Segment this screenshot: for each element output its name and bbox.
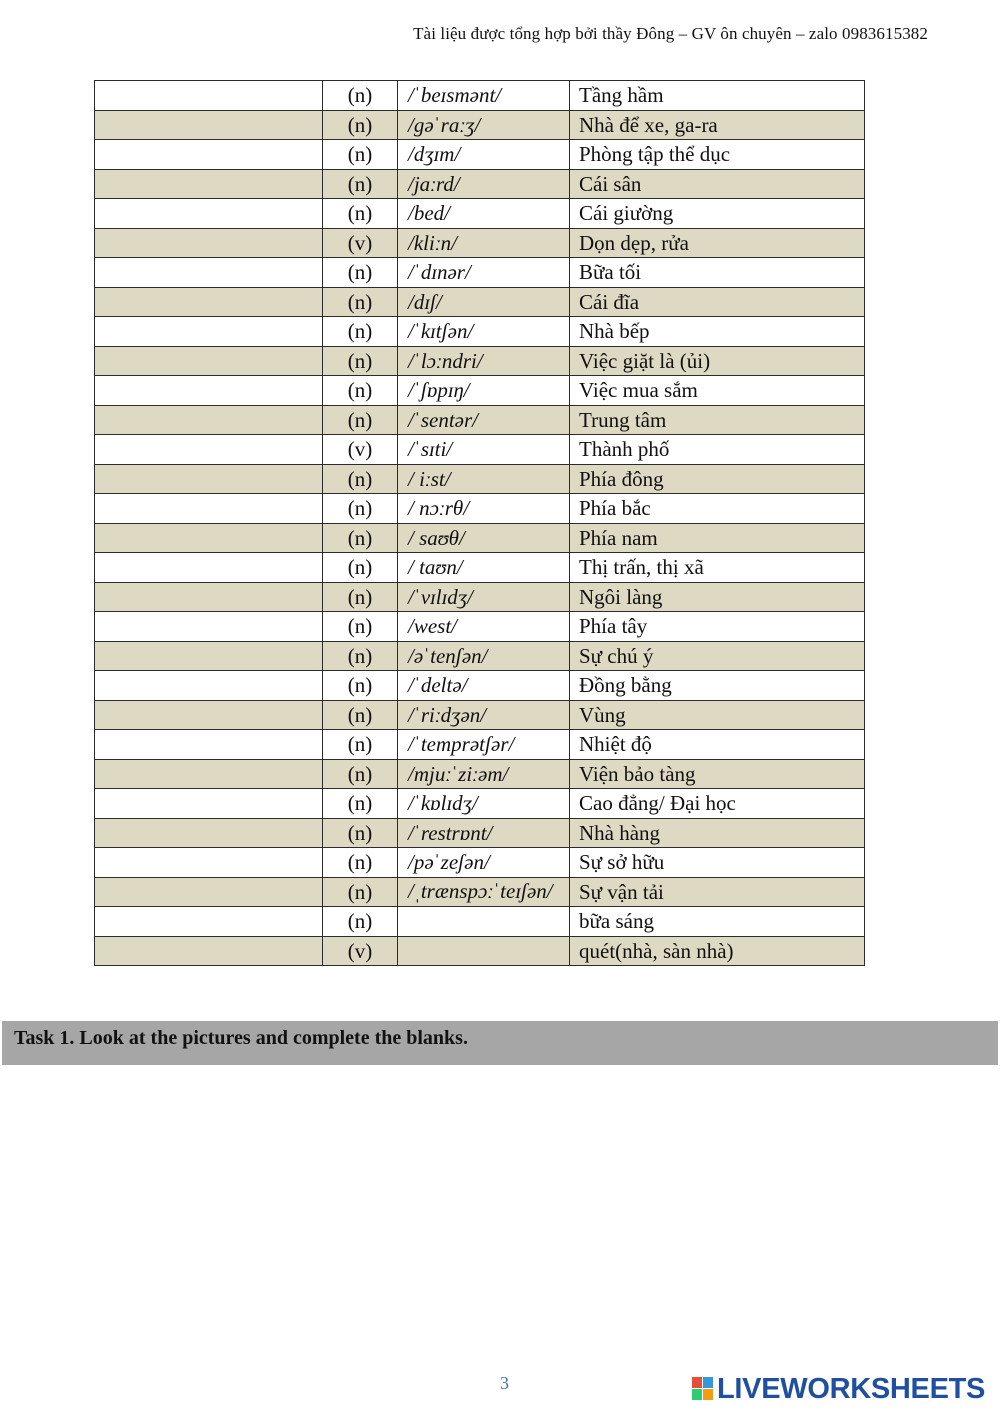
- pronunciation-cell: /ˈkɒlɪdʒ/: [398, 789, 570, 819]
- word-cell: [95, 907, 323, 937]
- meaning-cell: Phía tây: [570, 612, 865, 642]
- pronunciation-cell: /gəˈraːʒ/: [398, 110, 570, 140]
- word-cell: [95, 287, 323, 317]
- meaning-cell: Cái giường: [570, 199, 865, 229]
- part-of-speech-cell: (n): [323, 494, 398, 524]
- meaning-cell: Vùng: [570, 700, 865, 730]
- meaning-cell: Bữa tối: [570, 258, 865, 288]
- pronunciation-cell: [398, 936, 570, 966]
- word-cell: [95, 405, 323, 435]
- part-of-speech-cell: (n): [323, 169, 398, 199]
- pronunciation-cell: /ˌtrænspɔːˈteɪʃən/: [398, 877, 570, 907]
- part-of-speech-cell: (n): [323, 759, 398, 789]
- table-row: [95, 317, 865, 347]
- table-row: [95, 789, 865, 819]
- word-cell: [95, 936, 323, 966]
- part-of-speech-cell: (n): [323, 110, 398, 140]
- pronunciation-cell: [398, 907, 570, 937]
- pronunciation-cell: /ˈlɔːndri/: [398, 346, 570, 376]
- meaning-cell: Phía bắc: [570, 494, 865, 524]
- meaning-cell: Việc giặt là (ủi): [570, 346, 865, 376]
- table-row: [95, 81, 865, 111]
- pronunciation-cell: /ˈkɪtʃən/: [398, 317, 570, 347]
- part-of-speech-cell: (n): [323, 877, 398, 907]
- part-of-speech-cell: (n): [323, 405, 398, 435]
- pronunciation-cell: /dʒɪm/: [398, 140, 570, 170]
- table-row: [95, 228, 865, 258]
- table-row: [95, 199, 865, 229]
- part-of-speech-cell: (n): [323, 907, 398, 937]
- word-cell: [95, 789, 323, 819]
- word-cell: [95, 818, 323, 848]
- pronunciation-cell: /əˈtenʃən/: [398, 641, 570, 671]
- table-row: [95, 494, 865, 524]
- pronunciation-cell: /jaːrd/: [398, 169, 570, 199]
- word-cell: [95, 641, 323, 671]
- liveworksheets-logo-icon: [692, 1377, 714, 1401]
- pronunciation-cell: /bed/: [398, 199, 570, 229]
- meaning-cell: Nhà hàng: [570, 818, 865, 848]
- part-of-speech-cell: (n): [323, 346, 398, 376]
- table-row: [95, 258, 865, 288]
- meaning-cell: Phòng tập thể dục: [570, 140, 865, 170]
- meaning-cell: Nhà để xe, ga-ra: [570, 110, 865, 140]
- pronunciation-cell: / nɔːrθ/: [398, 494, 570, 524]
- word-cell: [95, 612, 323, 642]
- meaning-cell: Trung tâm: [570, 405, 865, 435]
- meaning-cell: Dọn dẹp, rửa: [570, 228, 865, 258]
- word-cell: [95, 169, 323, 199]
- pronunciation-cell: /mjuːˈziːəm/: [398, 759, 570, 789]
- word-cell: [95, 848, 323, 878]
- word-cell: [95, 317, 323, 347]
- pronunciation-cell: /kliːn/: [398, 228, 570, 258]
- word-cell: [95, 671, 323, 701]
- part-of-speech-cell: (n): [323, 287, 398, 317]
- pronunciation-cell: /ˈʃɒpɪŋ/: [398, 376, 570, 406]
- task-heading-bar: [2, 1021, 998, 1065]
- part-of-speech-cell: (n): [323, 199, 398, 229]
- pronunciation-cell: /west/: [398, 612, 570, 642]
- table-row: [95, 553, 865, 583]
- table-row: [95, 287, 865, 317]
- part-of-speech-cell: (n): [323, 258, 398, 288]
- table-row: [95, 376, 865, 406]
- pronunciation-cell: / saʊθ/: [398, 523, 570, 553]
- word-cell: [95, 700, 323, 730]
- word-cell: [95, 228, 323, 258]
- pronunciation-cell: /ˈbeɪsmənt/: [398, 81, 570, 111]
- word-cell: [95, 523, 323, 553]
- table-row: [95, 464, 865, 494]
- part-of-speech-cell: (n): [323, 317, 398, 347]
- word-cell: [95, 81, 323, 111]
- part-of-speech-cell: (n): [323, 376, 398, 406]
- pronunciation-cell: /ˈsɪti/: [398, 435, 570, 465]
- table-row: [95, 730, 865, 760]
- table-row: [95, 641, 865, 671]
- table-row: [95, 848, 865, 878]
- word-cell: [95, 199, 323, 229]
- pronunciation-cell: / iːst/: [398, 464, 570, 494]
- table-row: [95, 700, 865, 730]
- word-cell: [95, 258, 323, 288]
- pronunciation-cell: /pəˈzeʃən/: [398, 848, 570, 878]
- task-heading: Task 1. Look at the pictures and complete the blanks.: [14, 1027, 468, 1049]
- meaning-cell: Việc mua sắm: [570, 376, 865, 406]
- pronunciation-cell: /ˈvɪlɪdʒ/: [398, 582, 570, 612]
- meaning-cell: Cao đẳng/ Đại học: [570, 789, 865, 819]
- pronunciation-cell: /ˈdeltə/: [398, 671, 570, 701]
- part-of-speech-cell: (n): [323, 81, 398, 111]
- part-of-speech-cell: (n): [323, 789, 398, 819]
- meaning-cell: Tầng hầm: [570, 81, 865, 111]
- word-cell: [95, 759, 323, 789]
- vocabulary-table: [94, 80, 865, 966]
- liveworksheets-brand[interactable]: [692, 1374, 985, 1404]
- meaning-cell: Sự vận tải: [570, 877, 865, 907]
- pronunciation-cell: /ˈdɪnər/: [398, 258, 570, 288]
- table-row: [95, 759, 865, 789]
- word-cell: [95, 553, 323, 583]
- part-of-speech-cell: (n): [323, 848, 398, 878]
- table-row: [95, 936, 865, 966]
- part-of-speech-cell: (n): [323, 140, 398, 170]
- brand-name: LIVEWORKSHEETS: [717, 1373, 986, 1405]
- meaning-cell: Cái đĩa: [570, 287, 865, 317]
- part-of-speech-cell: (n): [323, 523, 398, 553]
- table-row: [95, 671, 865, 701]
- part-of-speech-cell: (n): [323, 818, 398, 848]
- pronunciation-cell: /ˈsentər/: [398, 405, 570, 435]
- table-row: [95, 818, 865, 848]
- meaning-cell: Sự chú ý: [570, 641, 865, 671]
- word-cell: [95, 877, 323, 907]
- part-of-speech-cell: (v): [323, 435, 398, 465]
- table-row: [95, 612, 865, 642]
- meaning-cell: quét(nhà, sàn nhà): [570, 936, 865, 966]
- word-cell: [95, 494, 323, 524]
- meaning-cell: Nhiệt độ: [570, 730, 865, 760]
- part-of-speech-cell: (n): [323, 671, 398, 701]
- part-of-speech-cell: (v): [323, 936, 398, 966]
- word-cell: [95, 346, 323, 376]
- pronunciation-cell: /ˈriːdʒən/: [398, 700, 570, 730]
- word-cell: [95, 110, 323, 140]
- meaning-cell: Viện bảo tàng: [570, 759, 865, 789]
- word-cell: [95, 582, 323, 612]
- word-cell: [95, 140, 323, 170]
- meaning-cell: Nhà bếp: [570, 317, 865, 347]
- part-of-speech-cell: (n): [323, 612, 398, 642]
- word-cell: [95, 730, 323, 760]
- pronunciation-cell: /ˈrestrɒnt/: [398, 818, 570, 848]
- part-of-speech-cell: (n): [323, 553, 398, 583]
- table-row: [95, 435, 865, 465]
- meaning-cell: Đồng bằng: [570, 671, 865, 701]
- table-row: [95, 523, 865, 553]
- meaning-cell: Phía đông: [570, 464, 865, 494]
- part-of-speech-cell: (n): [323, 641, 398, 671]
- part-of-speech-cell: (n): [323, 464, 398, 494]
- table-row: [95, 346, 865, 376]
- meaning-cell: Sự sở hữu: [570, 848, 865, 878]
- meaning-cell: Phía nam: [570, 523, 865, 553]
- table-row: [95, 405, 865, 435]
- pronunciation-cell: /ˈtemprətʃər/: [398, 730, 570, 760]
- meaning-cell: Thành phố: [570, 435, 865, 465]
- word-cell: [95, 435, 323, 465]
- table-row: [95, 907, 865, 937]
- word-cell: [95, 464, 323, 494]
- word-cell: [95, 376, 323, 406]
- pronunciation-cell: / taʊn/: [398, 553, 570, 583]
- part-of-speech-cell: (n): [323, 730, 398, 760]
- table-row: [95, 582, 865, 612]
- pronunciation-cell: /dɪʃ/: [398, 287, 570, 317]
- table-row: [95, 877, 865, 907]
- part-of-speech-cell: (n): [323, 700, 398, 730]
- page-number: 3: [500, 1373, 509, 1393]
- meaning-cell: Ngôi làng: [570, 582, 865, 612]
- meaning-cell: bữa sáng: [570, 907, 865, 937]
- table-row: [95, 169, 865, 199]
- table-row: [95, 140, 865, 170]
- meaning-cell: Cái sân: [570, 169, 865, 199]
- meaning-cell: Thị trấn, thị xã: [570, 553, 865, 583]
- vocabulary-table-body: [95, 81, 865, 966]
- part-of-speech-cell: (n): [323, 582, 398, 612]
- table-row: [95, 110, 865, 140]
- part-of-speech-cell: (v): [323, 228, 398, 258]
- header-note: Tài liệu được tổng hợp bởi thầy Đông – GV ôn chuyên – zalo 0983615382: [413, 24, 928, 43]
